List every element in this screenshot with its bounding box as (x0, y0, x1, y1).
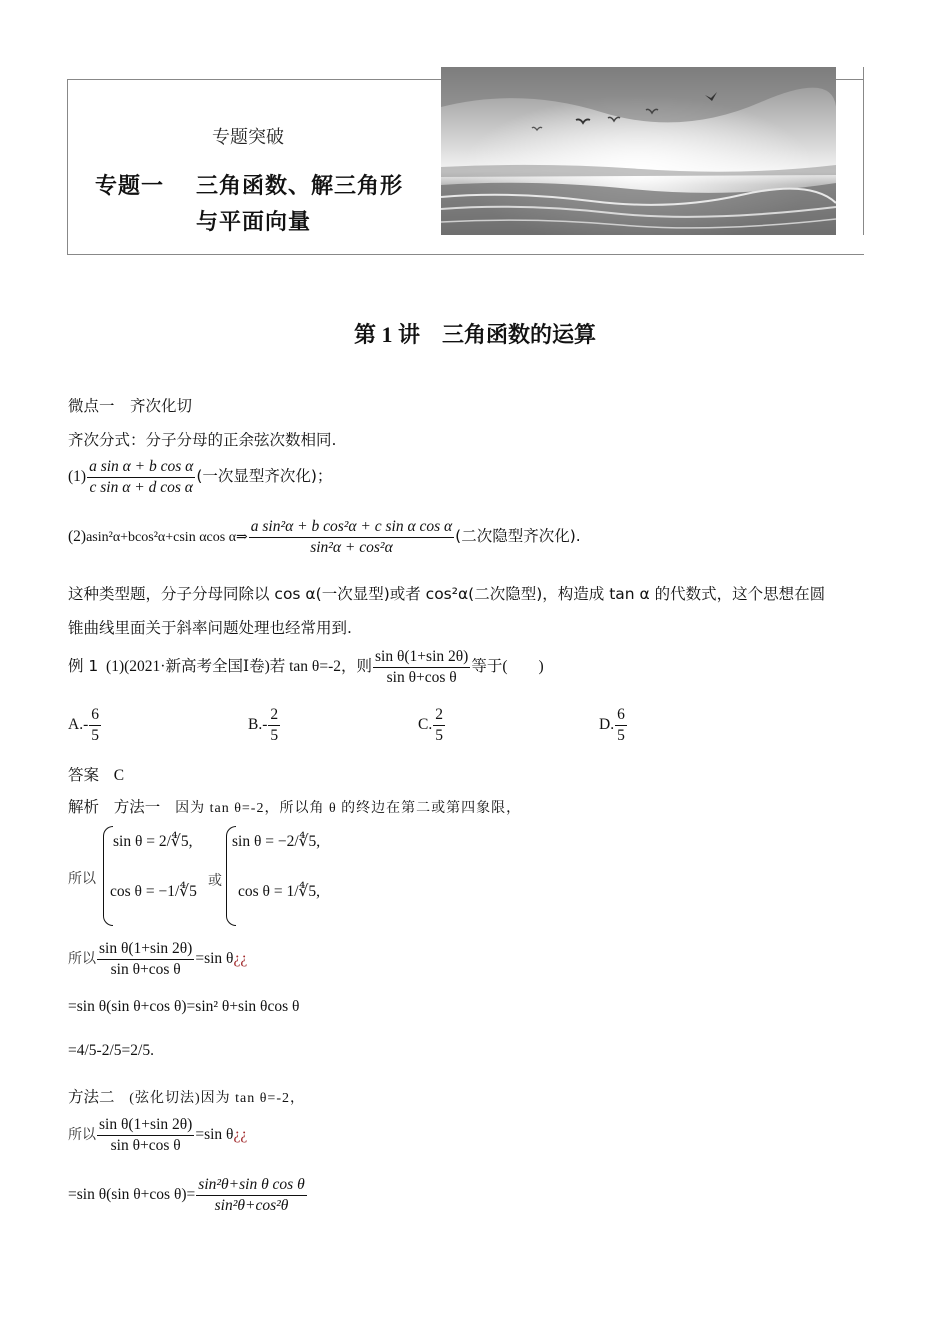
garbled-text: ¿¿ (233, 1126, 248, 1144)
step-tail: =sin θ (195, 1126, 234, 1144)
method2-label: 方法二 (68, 1088, 115, 1106)
banner-divider (863, 67, 864, 235)
analysis-method2 (68, 1085, 305, 1107)
denominator: sin θ+cos θ (110, 961, 181, 978)
fraction (268, 706, 280, 745)
method1-text: 因为 tan θ=-2，所以角 θ 的终边在第二或第四象限， (175, 801, 522, 816)
system1-cos: cos θ = −1/∜5 (110, 883, 197, 900)
option-a (68, 706, 102, 745)
step-5 (68, 1176, 308, 1215)
fraction (97, 1116, 194, 1155)
item-note: (一次显型齐次化)； (196, 467, 333, 486)
section-heading: 微点一 齐次化切 (68, 397, 193, 415)
numerator: sin θ(1+sin 2θ) (97, 1116, 194, 1136)
answer-label: 答案 (68, 766, 100, 784)
analysis-label: 解析 (68, 798, 100, 816)
paragraph-line: 这种类型题，分子分母同除以 cos α(一次显型)或者 cos²α(二次隐型)，构造成 tan α 的代数式，这个思想在圆 (68, 585, 826, 603)
denominator: c sin α + d cos α (89, 479, 193, 496)
step-1 (68, 940, 247, 979)
step-tail: =sin θ (195, 950, 234, 968)
banner-topic-number: 专题一 (95, 174, 165, 199)
numerator: a sin α + b cos α (87, 458, 195, 478)
option-c (418, 706, 446, 745)
step-4 (68, 1116, 247, 1155)
paragraph-line: 锥曲线里面关于斜率问题处理也经常用到. (68, 619, 352, 637)
fraction (97, 940, 194, 979)
numerator: 2 (268, 706, 280, 726)
example-source: (1)(2021·新高考全国Ⅰ卷)若 tan θ=-2，则 (106, 658, 372, 676)
numerator: sin θ(1+sin 2θ) (373, 648, 470, 668)
denominator: 5 (270, 727, 279, 744)
fraction (89, 706, 101, 745)
numerator: sin²θ+sin θ cos θ (196, 1176, 306, 1196)
bird-icon (703, 89, 719, 105)
denominator: 5 (91, 727, 99, 744)
so-label: 所以 (68, 1128, 96, 1144)
fraction (373, 648, 470, 687)
answer-value: C (113, 767, 125, 784)
numerator: a sin²α + b cos²α + c sin α cos α (249, 518, 454, 538)
option-d (599, 706, 628, 745)
bird-icon (645, 107, 659, 117)
bird-icon (607, 115, 621, 125)
answer-line (68, 763, 124, 785)
example-tail: 等于( ) (471, 658, 544, 676)
banner-topic-line1: 三角函数、解三角形 (196, 174, 404, 199)
numerator: sin θ(1+sin 2θ) (97, 940, 194, 960)
item-label: (1) (68, 468, 87, 486)
numerator: 6 (615, 706, 627, 726)
numerator: 6 (89, 706, 101, 726)
left-brace (103, 826, 113, 926)
so-label: 所以 (68, 872, 96, 887)
banner-topic-line2: 与平面向量 (196, 210, 312, 235)
fraction (196, 1176, 306, 1215)
option-b (248, 706, 281, 745)
option-letter: D. (599, 716, 615, 734)
step-3: =4/5-2/5=2/5. (68, 1042, 154, 1059)
denominator: sin²θ+cos²θ (214, 1197, 289, 1214)
system2-cos: cos θ = 1/∜5, (238, 883, 321, 900)
method2-text: (弦化切法)因为 tan θ=-2， (129, 1091, 305, 1106)
item-lhs: asin²α+bcos²α+csin αcos α⇒ (86, 530, 248, 546)
step-prefix: =sin θ(sin θ+cos θ)= (68, 1186, 196, 1204)
bird-icon (575, 117, 591, 127)
method1-label: 方法一 (113, 798, 161, 816)
or-label: 或 (208, 874, 222, 889)
lecture-title: 第 1 讲 三角函数的运算 (353, 322, 596, 347)
system2-sin: sin θ = −2/∜5, (232, 833, 321, 850)
step-2: =sin θ(sin θ+cos θ)=sin² θ+sin θcos θ (68, 998, 300, 1015)
formula-item-1 (68, 458, 332, 497)
formula-item-2 (68, 518, 581, 557)
analysis-method1 (68, 795, 521, 817)
seascape-image (441, 67, 836, 235)
denominator: 5 (435, 727, 443, 744)
denominator: 5 (617, 727, 625, 744)
item-label: (2) (68, 528, 87, 546)
denominator: sin²α + cos²α (310, 539, 393, 556)
item-note: (二次隐型齐次化). (455, 527, 581, 546)
so-label: 所以 (68, 952, 96, 968)
garbled-text: ¿¿ (233, 950, 248, 968)
denominator: sin θ+cos θ (110, 1137, 181, 1154)
option-letter: B.- (248, 716, 268, 734)
fraction (87, 458, 195, 497)
system1-sin: sin θ = 2/∜5, (113, 833, 193, 850)
denominator: sin θ+cos θ (386, 669, 457, 686)
option-letter: C. (418, 716, 433, 734)
definition-text: 齐次分式：分子分母的正余弦次数相同. (68, 431, 337, 449)
example-label: 例 1 (68, 657, 99, 676)
fraction (433, 706, 445, 745)
bird-icon (531, 125, 543, 133)
numerator: 2 (433, 706, 445, 726)
fraction (249, 518, 454, 557)
banner-subtitle: 专题突破 (212, 127, 284, 148)
example-question (68, 648, 544, 687)
option-letter: A.- (68, 716, 89, 734)
fraction (615, 706, 627, 745)
